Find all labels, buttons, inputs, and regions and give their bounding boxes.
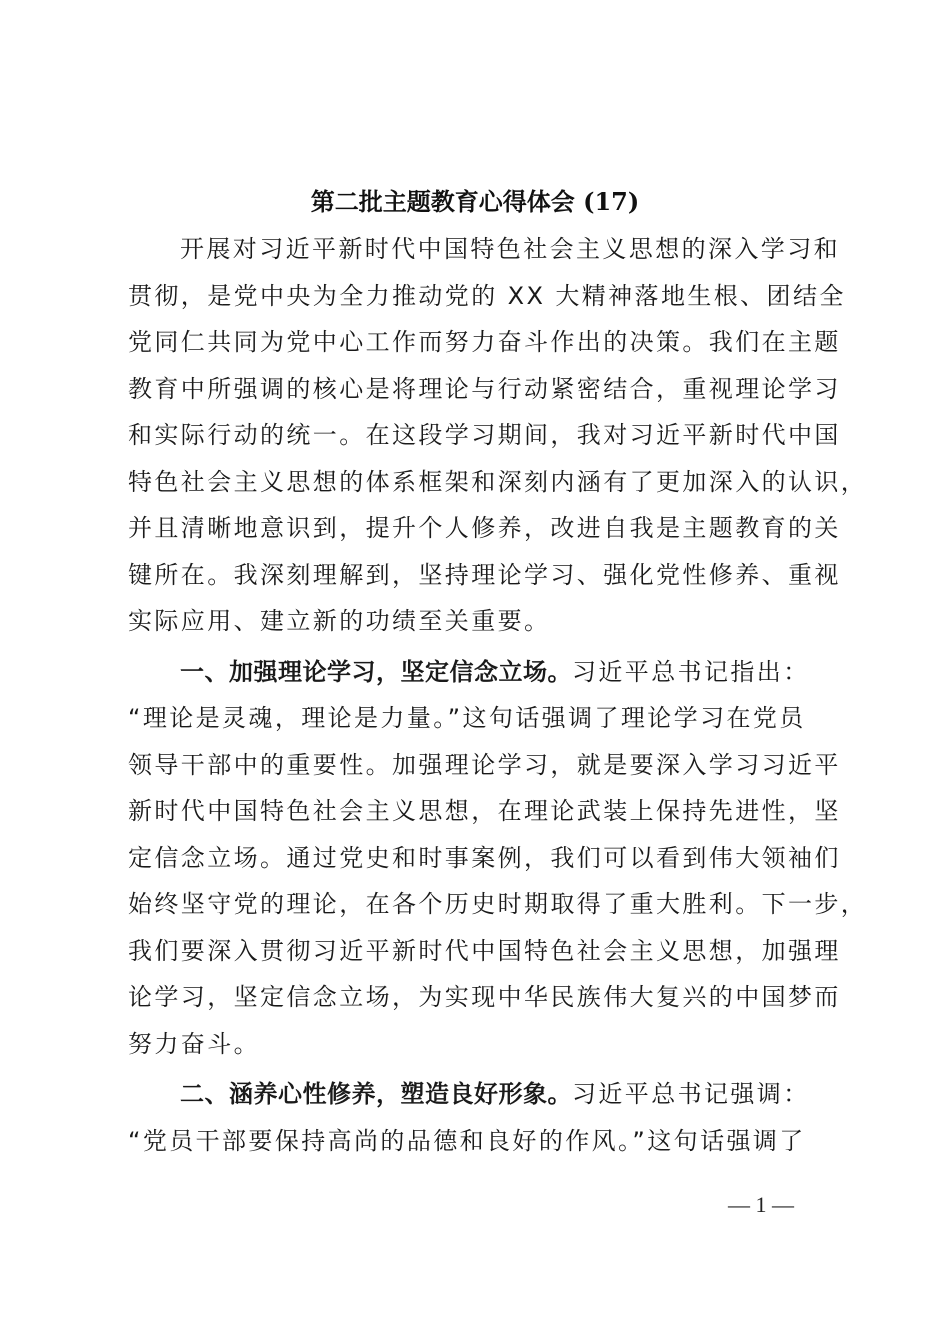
paragraph-line: 开展对习近平新时代中国特色社会主义思想的深入学习和 (180, 235, 840, 263)
paragraph-line: 领导干部中的重要性。加强理论学习，就是要深入学习习近平 (128, 750, 841, 779)
section-2-heading: 二、涵养心性修养，塑造良好形象。 (180, 1080, 572, 1108)
paragraph-line: 贯彻，是党中央为全力推动党的 XX 大精神落地生根、团结全 (128, 281, 846, 310)
document-title: 第二批主题教育心得体会 (17) (310, 187, 640, 216)
paragraph-line: “理论是灵魂，理论是力量。”这句话强调了理论学习在党员 (128, 704, 806, 732)
section-1-lead-text: 习近平总书记指出： (572, 657, 810, 686)
paragraph-line: 努力奋斗。 (128, 1029, 260, 1058)
section-1-first-line (128, 649, 828, 696)
paragraph-line: 并且清晰地意识到，提升个人修养，改进自我是主题教育的关 (128, 514, 841, 542)
paragraph-line: 新时代中国特色社会主义思想，在理论武装上保持先进性，坚 (128, 797, 841, 825)
paragraph-line: 和实际行动的统一。在这段学习期间，我对习近平新时代中国 (128, 421, 841, 449)
intro-paragraph (128, 226, 868, 645)
section-1-paragraph (128, 649, 868, 1068)
paragraph-line: 始终坚守党的理论，在各个历史时期取得了重大胜利。下一步， (128, 890, 868, 918)
paragraph-line: 党同仁共同为党中心工作而努力奋斗作出的决策。我们在主题 (128, 328, 841, 356)
paragraph-line: “党员干部要保持高尚的品德和良好的作风。”这句话强调了 (128, 1126, 806, 1155)
section-2-paragraph (128, 1071, 828, 1164)
paragraph-line: 键所在。我深刻理解到，坚持理论学习、强化党性修养、重视 (128, 560, 841, 589)
document-body (128, 226, 868, 1164)
paragraph-line: 特色社会主义思想的体系框架和深刻内涵有了更加深入的认识， (128, 467, 868, 496)
paragraph-line: 实际应用、建立新的功绩至关重要。 (128, 607, 551, 635)
section-2-first-line (128, 1071, 828, 1118)
paragraph-line: 我们要深入贯彻习近平新时代中国特色社会主义思想，加强理 (128, 936, 841, 965)
section-1-heading: 一、加强理论学习，坚定信念立场。 (180, 657, 572, 686)
paragraph-line: 论学习，坚定信念立场，为实现中华民族伟大复兴的中国梦而 (128, 983, 841, 1011)
paragraph-line: 定信念立场。通过党史和时事案例，我们可以看到伟大领袖们 (128, 843, 841, 872)
section-2-lead-text: 习近平总书记强调： (572, 1080, 810, 1108)
page-number: — 1 — (728, 1192, 794, 1217)
paragraph-line: 教育中所强调的核心是将理论与行动紧密结合，重视理论学习 (128, 374, 841, 403)
